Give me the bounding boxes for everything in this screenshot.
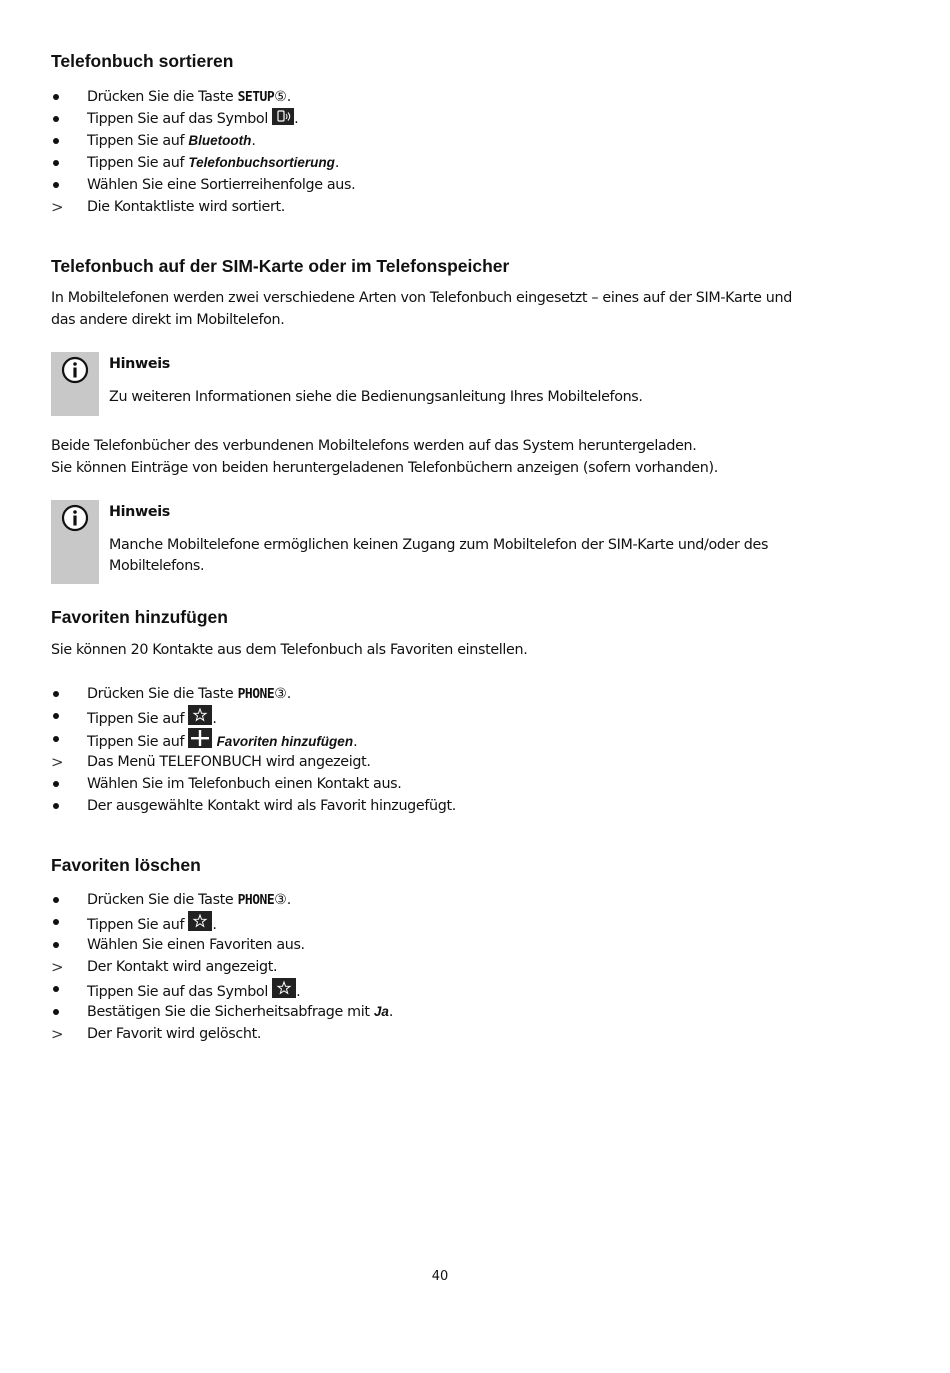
list-item: Tippen Sie auf Bluetooth.	[87, 133, 256, 149]
paragraph-favorites-intro: Sie können 20 Kontakte aus dem Telefonbuch als Favoriten einstellen.	[51, 642, 528, 658]
list-item: Drücken Sie die Taste PHONE③.	[87, 892, 291, 908]
list-item-result: > Die Kontaktliste wird sortiert.	[51, 198, 285, 216]
note-box	[51, 352, 831, 416]
step-list-delete-favorites	[51, 889, 393, 1045]
result-marker: >	[51, 958, 64, 976]
section-heading-add-favorites: Favoriten hinzufügen	[51, 607, 228, 627]
list-item: Drücken Sie die Taste SETUP⑤.	[87, 89, 291, 105]
section-heading-sim: Telefonbuch auf der SIM-Karte oder im Telefonspeicher	[51, 256, 510, 276]
circled-number: ③	[274, 686, 287, 702]
ui-keyword: Telefonbuchsortierung	[188, 155, 335, 170]
list-item: Wählen Sie im Telefonbuch einen Kontakt aus.	[87, 776, 402, 792]
info-icon	[61, 504, 89, 532]
ui-keyword: Ja	[373, 1004, 389, 1019]
list-item: Tippen Sie auf .	[51, 911, 393, 934]
key-label: PHONE	[237, 687, 275, 702]
paragraph-phonebooks: Beide Telefonbücher des verbundenen Mobiltelefons werden auf das System heruntergeladen. Sie können Einträge von beiden heruntergeladenen Telefonbüchern anzeigen (sofern vorhanden).	[51, 438, 718, 476]
paragraph-intro: In Mobiltelefonen werden zwei verschiedene Arten von Telefonbuch eingesetzt – eines auf der SIM-Karte und das andere direkt im Mobiltelefon.	[51, 290, 792, 328]
star-icon	[272, 978, 296, 998]
note-box	[51, 500, 831, 584]
list-item: Tippen Sie auf .	[51, 705, 456, 728]
list-item: Tippen Sie auf Telefonbuchsortierung.	[87, 155, 340, 171]
section-heading-sort: Telefonbuch sortieren	[51, 51, 234, 71]
result-marker: >	[51, 198, 64, 216]
list-item: Tippen Sie auf das Symbol .	[51, 108, 355, 130]
note-title: Hinweis	[109, 356, 170, 372]
key-label: SETUP	[237, 90, 275, 105]
list-item: Der ausgewählte Kontakt wird als Favorit hinzugefügt.	[87, 798, 456, 814]
section-heading-delete-favorites: Favoriten löschen	[51, 855, 201, 875]
list-item-result: > Der Favorit wird gelöscht.	[51, 1025, 262, 1043]
ui-keyword: Bluetooth	[188, 133, 252, 148]
star-icon	[188, 705, 212, 725]
note-title: Hinweis	[109, 504, 170, 520]
note-text: Manche Mobiltelefone ermöglichen keinen Zugang zum Mobiltelefon der SIM-Karte und/oder des Mobiltelefons.	[109, 537, 769, 574]
list-item: Drücken Sie die Taste PHONE③.	[87, 686, 291, 702]
step-list-sort	[51, 86, 355, 218]
ui-keyword: Favoriten hinzufügen	[216, 734, 354, 749]
info-icon	[61, 356, 89, 384]
result-marker: >	[51, 1025, 64, 1043]
circled-number: ⑤	[274, 89, 287, 105]
step-list-add-favorites	[51, 683, 456, 817]
list-item: Tippen Sie auf das Symbol .	[51, 978, 393, 1001]
note-text: Zu weiteren Informationen siehe die Bedienungsanleitung Ihres Mobiltelefons.	[109, 389, 643, 405]
list-item: Wählen Sie eine Sortierreihenfolge aus.	[87, 177, 356, 193]
list-item: Tippen Sie auf Favoriten hinzufügen.	[51, 728, 456, 751]
phone-bluetooth-icon	[272, 108, 294, 125]
circled-number: ③	[274, 892, 287, 908]
result-marker: >	[51, 753, 64, 771]
plus-icon	[188, 728, 212, 748]
list-item-result: > Der Kontakt wird angezeigt.	[51, 958, 278, 976]
page-number: 40	[431, 1269, 449, 1284]
star-icon	[188, 911, 212, 931]
list-item-result: > Das Menü TELEFONBUCH wird angezeigt.	[51, 753, 371, 771]
list-item: Wählen Sie einen Favoriten aus.	[87, 937, 305, 953]
list-item: Bestätigen Sie die Sicherheitsabfrage mit Ja.	[87, 1004, 394, 1020]
key-label: PHONE	[237, 893, 275, 908]
